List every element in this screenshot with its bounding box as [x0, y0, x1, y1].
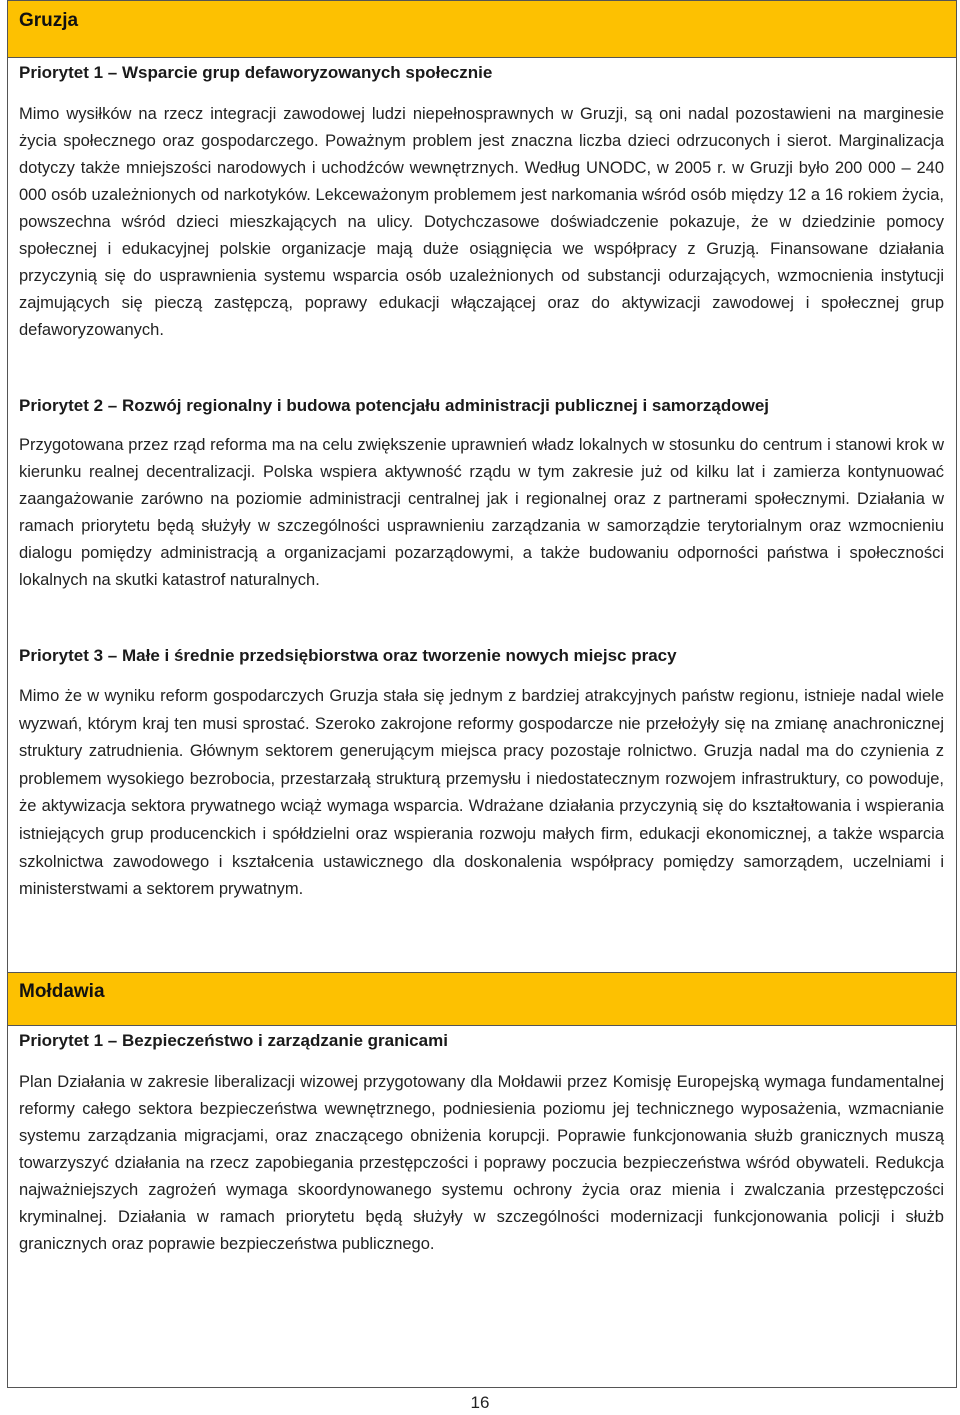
priority-1-text-moldova: Plan Działania w zakresie liberalizacji wizowej przygotowany dla Mołdawii przez Komisję Europejską wymaga fundamentalnej reformy całego sektora bezpieczeństwa wewnętrznego, podniesienia poziomu jej technicznego wyposażenia, wzmacnianie systemu zarządzania migracjami, oraz znaczącego obniżenia korupcji. Poprawie funkcjonowania służb granicznych muszą towarzyszyć działania na rzecz zapobiegania przestępczości i poprawy poczucia bezpieczeństwa wśród obywateli. Redukcja najważniejszych zagrożeń wymaga skoordynowanego systemu ochrony życia oraz mienia i zwalczania przestępczości kryminalnej. Działania w ramach priorytetu będą służyły w szczególności modernizacji funkcjonowania policji i służb granicznych oraz poprawie bezpieczeństwa publicznego. [19, 1073, 944, 1253]
priority-2-title-georgia: Priorytet 2 – Rozwój regionalny i budowa potencjału administracji publicznej i samorządowej [19, 396, 770, 415]
priority-3-title-georgia: Priorytet 3 – Małe i średnie przedsiębiorstwa oraz tworzenie nowych miejsc pracy [19, 646, 677, 665]
priority-1-text-georgia: Mimo wysiłków na rzecz integracji zawodowej ludzi niepełnosprawnych w Gruzji, są oni nadal pozostawieni na marginesie życia społecznego oraz gospodarczego. Poważnym problem jest znaczna liczba dzieci odrzuconych i sierot. Marginalizacja dotyczy także mniejszości narodowych i uchodźców wewnętrznych. Według UNODC, w 2005 r. w Gruzji było 200 000 – 240 000 osób uzależnionych od narkotyków. Lekceważonym problemem jest narkomania wśród osób między 12 a 16 rokiem życia, powszechna wśród dzieci mieszkających na ulicy. Dotychczasowe doświadczenie pokazuje, że w dziedzinie pomocy społecznej i edukacyjnej polskie organizacje mają duże osiągnięcia we współpracy z Gruzją. Finansowane działania przyczynią się do usprawnienia systemu wsparcia osób uzależnionych od substancji odurzających, wzmocnienia instytucji zajmujących się pieczą zastępczą, poprawy edukacji włączającej oraz do aktywizacji zawodowej i społecznej grup defaworyzowanych. [19, 105, 944, 339]
country-header-moldova: Mołdawia [7, 972, 957, 1026]
priority-3-text-georgia: Mimo że w wyniku reform gospodarczych Gruzja stała się jednym z bardziej atrakcyjnych państw regionu, istnieje nadal wiele wyzwań, którym kraj ten musi sprostać. Szeroko zakrojone reformy gospodarcze nie przełożyły się na zmianę anachronicznej struktury zatrudnienia. Głównym sektorem generującym miejsca pracy pozostaje rolnictwo. Gruzja nadal ma do czynienia z problemem wysokiego bezrobocia, przestarzałą strukturą przemysłu i niedostatecznym rozwojem infrastruktury, co powoduje, że aktywizacja sektora prywatnego wciąż wymaga wsparcia. Wdrażane działania przyczynią się do kształtowania i wspierania istniejących grup producenckich i spółdzielni oraz wspierania rozwoju małych firm, edukacji ekonomicznej, a także wsparcia szkolnictwa zawodowego i kształcenia ustawicznego dla doskonalenia współpracy pomiędzy samorządem, uczelniami i ministerstwami a sektorem prywatnym. [19, 687, 944, 899]
page-number: 16 [470, 1393, 490, 1412]
priority-1-title-georgia: Priorytet 1 – Wsparcie grup defaworyzowanych społecznie [19, 63, 493, 82]
priority-1-title-moldova: Priorytet 1 – Bezpieczeństwo i zarządzanie granicami [19, 1031, 448, 1050]
priority-2-text-georgia: Przygotowana przez rząd reforma ma na celu zwiększenie uprawnień władz lokalnych w stosunku do centrum i stanowi krok w kierunku realnej decentralizacji. Polska wspiera aktywność rządu w tym zakresie już od kilku lat i zamierza kontynuować zaangażowanie zarówno na poziomie administracji centralnej jak i regionalnej oraz z partnerami społecznymi. Działania w ramach priorytetu będą służyły w szczególności usprawnieniu zarządzania w samorządzie terytorialnym oraz wzmocnieniu dialogu pomiędzy administracją a organizacjami pozarządowymi, a także budowaniu odporności państwa i społeczności lokalnych na skutki katastrof naturalnych. [19, 436, 944, 589]
country-header-georgia: Gruzja [7, 0, 957, 58]
